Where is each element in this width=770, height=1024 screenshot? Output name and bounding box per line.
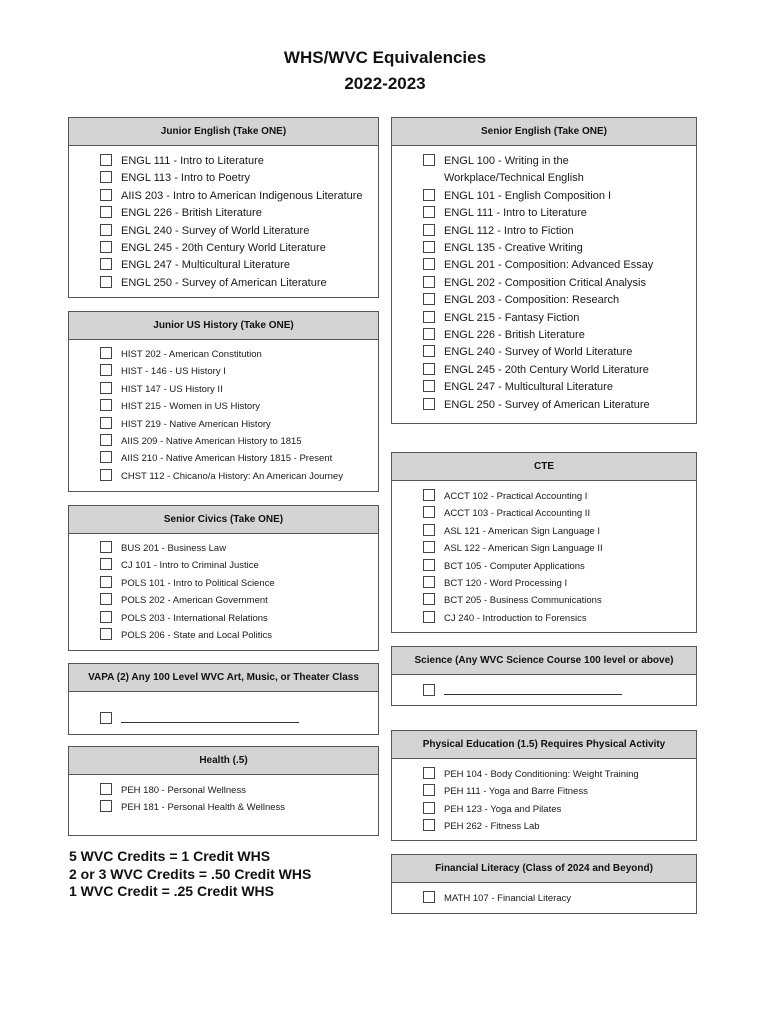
science-heading: Science (Any WVC Science Course 100 level or above) (392, 647, 696, 675)
course-option (100, 433, 375, 450)
checkbox[interactable] (423, 311, 435, 323)
course-label: ENGL 226 - British Literature (444, 329, 585, 342)
checkbox[interactable] (423, 802, 435, 814)
course-option (100, 153, 375, 170)
course-label: ENGL 240 - Survey of World Literature (444, 346, 633, 359)
course-option (100, 363, 375, 380)
course-label: ENGL 201 - Composition: Advanced Essay (444, 259, 654, 272)
checkbox[interactable] (423, 506, 435, 518)
junior-english-heading: Junior English (Take ONE) (69, 118, 378, 146)
course-label: CJ 240 - Introduction to Forensics (444, 612, 587, 624)
course-option (423, 240, 691, 257)
course-option (423, 818, 691, 835)
checkbox[interactable] (100, 276, 112, 288)
course-label: AIIS 210 - Native American History 1815 - Present (121, 453, 333, 465)
junior-history-list (100, 346, 375, 485)
course-option (100, 223, 375, 240)
course-option (423, 783, 691, 800)
course-option (423, 801, 691, 818)
course-label: CHST 112 - Chicano/a History: An American Journey (121, 470, 343, 482)
credit-conversion-notes (69, 848, 311, 901)
checkbox[interactable] (423, 611, 435, 623)
course-label: PEH 181 - Personal Health & Wellness (121, 802, 286, 814)
course-label: ENGL 203 - Composition: Research (444, 294, 620, 307)
course-option (100, 799, 375, 816)
checkbox[interactable] (100, 783, 112, 795)
physical-education-heading: Physical Education (1.5) Requires Physical Activity (392, 731, 696, 759)
checkbox[interactable] (423, 891, 435, 903)
financial-literacy-heading: Financial Literacy (Class of 2024 and Beyond) (392, 855, 696, 883)
checkbox[interactable] (423, 767, 435, 779)
course-label: ACCT 102 - Practical Accounting I (444, 491, 588, 502)
course-option (100, 381, 375, 398)
course-option (423, 890, 691, 907)
course-option (100, 275, 375, 292)
course-label: POLS 206 - State and Local Politics (121, 630, 273, 642)
course-option (423, 275, 691, 292)
credit-note: 5 WVC Credits = 1 Credit WHS (69, 848, 271, 864)
checkbox[interactable] (100, 611, 112, 623)
checkbox[interactable] (423, 224, 435, 236)
checkbox[interactable] (100, 541, 112, 553)
course-label: ENGL 112 - Intro to Fiction (444, 224, 574, 237)
course-option (423, 310, 691, 327)
write-in-line[interactable] (444, 683, 622, 695)
checkbox[interactable] (423, 206, 435, 218)
course-label: PEH 262 - Fitness Lab (444, 821, 540, 833)
senior-english-heading: Senior English (Take ONE) (392, 118, 696, 146)
course-option (423, 257, 691, 274)
course-label: AIIS 209 - Native American History to 1815 (121, 436, 302, 448)
course-label: PEH 180 - Personal Wellness (121, 785, 246, 796)
course-label: BCT 105 - Computer Applications (444, 560, 585, 572)
checkbox[interactable] (100, 558, 112, 570)
course-option (423, 327, 691, 344)
checkbox[interactable] (100, 241, 112, 253)
vapa-heading: VAPA (2) Any 100 Level WVC Art, Music, or Theater Class (69, 664, 378, 692)
checkbox[interactable] (100, 417, 112, 429)
checkbox[interactable] (100, 364, 112, 376)
science-list (423, 683, 691, 696)
financial-literacy-box (391, 854, 697, 914)
checkbox[interactable] (423, 258, 435, 270)
course-label: POLS 203 - International Relations (121, 612, 268, 624)
checkbox[interactable] (100, 347, 112, 359)
checkbox[interactable] (423, 559, 435, 571)
course-option (423, 523, 691, 540)
checkbox[interactable] (100, 399, 112, 411)
checkbox[interactable] (100, 382, 112, 394)
write-in-line[interactable] (121, 711, 299, 723)
financial-literacy-list (423, 890, 691, 907)
course-option (423, 205, 691, 222)
course-label: ENGL 250 - Survey of American Literature (121, 276, 327, 289)
course-option (100, 240, 375, 257)
course-option (100, 711, 375, 724)
course-option (423, 223, 691, 240)
course-label: BCT 205 - Business Communications (444, 595, 602, 607)
course-option (100, 257, 375, 274)
checkbox[interactable] (423, 154, 435, 166)
course-option (423, 188, 691, 205)
course-option (100, 205, 375, 222)
course-option (100, 450, 375, 467)
course-label: ENGL 240 - Survey of World Literature (121, 224, 310, 237)
checkbox[interactable] (100, 206, 112, 218)
course-label: ENGL 247 - Multicultural Literature (121, 259, 290, 272)
course-option (423, 397, 691, 414)
page-title: WHS/WVC Equivalencies (283, 48, 487, 67)
checkbox[interactable] (423, 593, 435, 605)
checkbox[interactable] (100, 154, 112, 166)
checkbox[interactable] (423, 380, 435, 392)
junior-history-heading: Junior US History (Take ONE) (69, 312, 378, 340)
checkbox[interactable] (423, 576, 435, 588)
course-label: ENGL 250 - Survey of American Literature (444, 398, 650, 411)
course-label: MATH 107 - Financial Literacy (444, 893, 572, 904)
course-label: ASL 121 - American Sign Language I (444, 525, 600, 537)
course-label: ENGL 247 - Multicultural Literature (444, 381, 613, 394)
course-option (100, 346, 375, 363)
course-option (100, 170, 375, 187)
course-label: HIST 215 - Women in US History (121, 401, 261, 413)
junior-history-box (68, 311, 379, 492)
checkbox[interactable] (100, 576, 112, 588)
checkbox[interactable] (423, 241, 435, 253)
course-label: POLS 101 - Intro to Political Science (121, 577, 275, 589)
course-option (100, 416, 375, 433)
checkbox[interactable] (423, 541, 435, 553)
course-option (423, 683, 691, 696)
cte-list (423, 488, 691, 627)
page-subtitle-year: 2022-2023 (344, 74, 426, 93)
course-option (423, 379, 691, 396)
course-option (100, 782, 375, 799)
health-list (100, 782, 375, 817)
checkbox[interactable] (423, 819, 435, 831)
course-option (100, 610, 375, 627)
course-label: BCT 120 - Word Processing I (444, 578, 568, 590)
checkbox[interactable] (100, 189, 112, 201)
checkbox[interactable] (100, 434, 112, 446)
cte-heading: CTE (392, 453, 696, 481)
course-label: ENGL 215 - Fantasy Fiction (444, 311, 580, 324)
checkbox[interactable] (423, 328, 435, 340)
checkbox[interactable] (423, 276, 435, 288)
course-option (423, 592, 691, 609)
course-label: ENGL 202 - Composition Critical Analysis (444, 276, 646, 289)
course-option (100, 557, 375, 574)
course-option (423, 488, 691, 505)
junior-english-list (100, 153, 375, 292)
course-option (423, 575, 691, 592)
course-option (423, 153, 691, 188)
course-label: POLS 202 - American Government (121, 595, 268, 607)
course-option (423, 362, 691, 379)
checkbox[interactable] (423, 363, 435, 375)
course-label: ENGL 100 - Writing in the Workplace/Technical English (444, 155, 584, 185)
course-label: HIST - 146 - US History I (121, 366, 226, 378)
course-option (423, 505, 691, 522)
course-option (100, 575, 375, 592)
course-option (423, 292, 691, 309)
senior-english-list (423, 153, 691, 414)
checkbox[interactable] (100, 224, 112, 236)
course-option (423, 766, 691, 783)
course-option (423, 540, 691, 557)
course-option (100, 592, 375, 609)
course-label: AIIS 203 - Intro to American Indigenous Literature (121, 189, 363, 202)
checkbox[interactable] (100, 171, 112, 183)
course-option (423, 344, 691, 361)
checkbox[interactable] (423, 524, 435, 536)
course-option (100, 627, 375, 644)
course-label: ENGL 245 - 20th Century World Literature (121, 242, 326, 255)
course-option (100, 188, 375, 205)
health-heading: Health (.5) (69, 747, 378, 775)
course-option (100, 468, 375, 485)
senior-english-box (391, 117, 697, 424)
checkbox[interactable] (423, 293, 435, 305)
course-option (423, 558, 691, 575)
course-label: BUS 201 - Business Law (121, 543, 227, 554)
credit-note: 1 WVC Credit = .25 Credit WHS (69, 883, 274, 899)
senior-civics-heading: Senior Civics (Take ONE) (69, 506, 378, 534)
vapa-box (68, 663, 379, 735)
checkbox[interactable] (100, 628, 112, 640)
senior-civics-box (68, 505, 379, 651)
checkbox[interactable] (423, 398, 435, 410)
checkbox[interactable] (100, 469, 112, 481)
course-label: ENGL 111 - Intro to Literature (121, 155, 264, 167)
credit-note: 2 or 3 WVC Credits = .50 Credit WHS (69, 865, 312, 882)
course-label: HIST 219 - Native American History (121, 418, 271, 430)
course-label: ENGL 226 - British Literature (121, 207, 262, 220)
course-label: HIST 147 - US History II (121, 383, 223, 395)
course-label: PEH 123 - Yoga and Pilates (444, 803, 562, 815)
course-label: ACCT 103 - Practical Accounting II (444, 508, 591, 520)
cte-box (391, 452, 697, 633)
physical-education-box (391, 730, 697, 841)
junior-english-box (68, 117, 379, 298)
checkbox[interactable] (423, 489, 435, 501)
checkbox[interactable] (100, 593, 112, 605)
senior-civics-list (100, 540, 375, 644)
checkbox[interactable] (423, 684, 435, 696)
course-label: CJ 101 - Intro to Criminal Justice (121, 560, 259, 572)
checkbox[interactable] (100, 258, 112, 270)
checkbox[interactable] (423, 345, 435, 357)
health-box (68, 746, 379, 836)
physical-education-list (423, 766, 691, 836)
course-label: ENGL 101 - English Composition I (444, 189, 612, 202)
checkbox[interactable] (423, 784, 435, 796)
checkbox[interactable] (100, 712, 112, 724)
course-label: PEH 104 - Body Conditioning: Weight Training (444, 769, 639, 780)
course-option (100, 540, 375, 557)
course-label: PEH 111 - Yoga and Barre Fitness (444, 786, 588, 798)
checkbox[interactable] (100, 800, 112, 812)
checkbox[interactable] (423, 189, 435, 201)
course-label: ENGL 113 - Intro to Poetry (121, 172, 251, 185)
course-label: ENGL 111 - Intro to Literature (444, 207, 587, 220)
checkbox[interactable] (100, 451, 112, 463)
course-label: ENGL 245 - 20th Century World Literature (444, 363, 649, 376)
science-box (391, 646, 697, 706)
vapa-list (100, 711, 375, 724)
course-label: ENGL 135 - Creative Writing (444, 242, 583, 255)
course-label: ASL 122 - American Sign Language II (444, 543, 603, 555)
course-option (423, 610, 691, 627)
course-option (100, 398, 375, 415)
course-label: HIST 202 - American Constitution (121, 349, 262, 360)
